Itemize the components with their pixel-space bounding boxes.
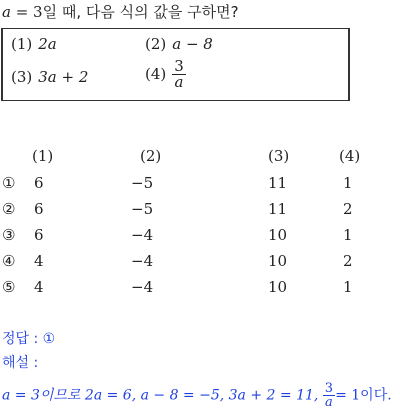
explanation-label: 해설 : <box>2 355 39 371</box>
table-cell: 10 <box>268 252 288 270</box>
choice-1 <box>11 35 57 53</box>
solution-numerator: 3 <box>324 381 334 396</box>
choice-1-number: (1) <box>11 35 33 53</box>
choice-2-number: (2) <box>145 35 167 53</box>
solution-part-1: a = 3이므로 2a = 6, a − 8 = −5, 3a + 2 = 11, <box>2 387 323 404</box>
table-cell: 11 <box>268 174 288 192</box>
table-cell: 2 <box>343 200 353 218</box>
table-cell: 6 <box>34 174 44 192</box>
choice-4-fraction <box>172 59 186 90</box>
solution-fraction <box>323 382 335 409</box>
table-cell: 6 <box>34 200 44 218</box>
table-cell: 11 <box>268 200 288 218</box>
choice-4-denominator: a <box>174 73 184 91</box>
table-cell: −4 <box>131 226 154 244</box>
question-text <box>2 1 239 22</box>
answer-label: 정답 : ① <box>2 331 56 347</box>
option-marker-5: ⑤ <box>2 278 16 296</box>
table-cell: −5 <box>131 174 154 192</box>
table-cell: 1 <box>343 278 353 296</box>
choice-3 <box>11 68 88 86</box>
question-prompt: 일 때, 다음 식의 값을 구하면? <box>42 3 239 21</box>
choice-4 <box>145 59 186 90</box>
option-marker-2: ② <box>2 200 16 218</box>
option-marker-3: ③ <box>2 226 16 244</box>
choice-1-expression: 2a <box>38 35 57 53</box>
table-cell: 10 <box>268 226 288 244</box>
option-marker-4: ④ <box>2 252 16 270</box>
table-cell: −5 <box>131 200 154 218</box>
choice-2-expression: a − 8 <box>172 35 213 53</box>
table-cell: 4 <box>34 278 44 296</box>
option-marker-1: ① <box>2 174 16 192</box>
table-cell: 2 <box>343 252 353 270</box>
table-header-2: (2) <box>140 147 162 165</box>
choice-4-numerator: 3 <box>174 57 184 75</box>
table-cell: 4 <box>34 252 44 270</box>
table-cell: 6 <box>34 226 44 244</box>
table-cell: −4 <box>131 278 154 296</box>
table-header-3: (3) <box>268 147 290 165</box>
solution-denominator: a <box>325 395 333 410</box>
table-cell: 10 <box>268 278 288 296</box>
choice-3-expression: 3a + 2 <box>38 68 89 86</box>
table-cell: −4 <box>131 252 154 270</box>
table-cell: 1 <box>343 226 353 244</box>
table-header-4: (4) <box>339 147 361 165</box>
table-header-1: (1) <box>32 147 54 165</box>
choice-3-number: (3) <box>11 68 33 86</box>
solution-text <box>2 382 392 409</box>
table-cell: 1 <box>343 174 353 192</box>
choices-box <box>1 28 350 101</box>
question-equation: = 3 <box>10 3 43 21</box>
solution-part-2: = 1이다. <box>335 387 392 404</box>
choice-4-number: (4) <box>145 64 167 83</box>
question-variable: a <box>2 3 11 21</box>
choice-2 <box>145 35 213 53</box>
